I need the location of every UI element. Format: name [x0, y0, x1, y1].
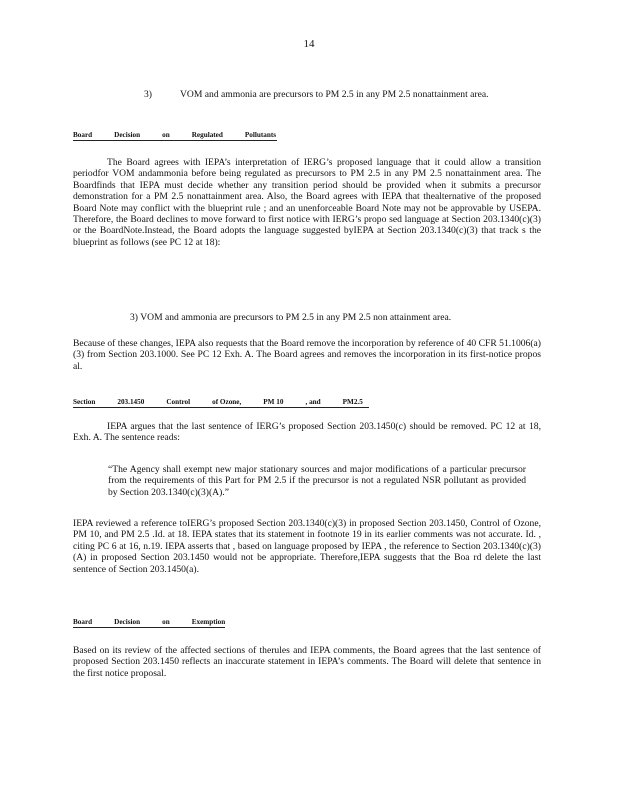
paragraph-board-agrees: The Board agrees with IEPA’s interpretation of IERG’s proposed language that it could allow a transition periodfor VOM andammonia before being regulated as precursors to PM 2.5 in any PM 2.5 nonattainment area. The Boardfinds that IEPA must decide whether any transition period should be provided when it submits a precursor demonstration for a PM 2.5 nonattainment area. Also, the Board agrees with IEPA that thealternative of the proposed Board Note may conflict with the blueprint rule ; and an unenforceable Board Note may not be approvable by USEPA. Therefore, the Board declines to move forward to first notice with IERG’s propo sed language at Section 203.1340(c)(3) or the BoardNote.Instead, the Board adopts the language suggested byIEPA at Section 203.1340(c)(3) that track s the blueprint as follows (see PC 12 at 18):	[73, 157, 541, 248]
section-heading-regulated-pollutants: Board Decision on Regulated Pollutants	[73, 131, 277, 139]
page-number: 14	[303, 38, 315, 50]
paragraph-board-decision-exemption: Based on its review of the affected sections of therules and IEPA comments, the Board agrees that the last sentence of proposed Section 203.1450 reflects an inaccurate statement in IEPA’s comments. The Board will delete that sentence in the first notice proposal.	[73, 645, 541, 679]
section-heading-exemption: Board Decision on Exemption	[73, 618, 226, 626]
list-number: 3)	[144, 89, 152, 100]
paragraph-incorporation: Because of these changes, IEPA also requests that the Board remove the incorporation by reference of 40 CFR 51.1006(a)(3) from Section 203.1000. See PC 12 Exh. A. The Board agrees and removes the incorporation in its first-notice propos al.	[73, 338, 541, 372]
list-item-text: VOM and ammonia are precursors to PM 2.5 in any PM 2.5 nonattainment area.	[180, 89, 489, 100]
list-item-text-2: 3) VOM and ammonia are precursors to PM 2.5 in any PM 2.5 non attainment area.	[130, 312, 452, 323]
paragraph-iepa-reviewed: IEPA reviewed a reference toIERG’s proposed Section 203.1340(c)(3) in proposed Section 203.1450, Control of Ozone, PM 10, and PM 2.5 .Id. at 18. IEPA states that its statement in footnote 19 in its earlier comments was not accurate. Id. , citing PC 6 at 16, n.19. IEPA asserts that , based on language proposed by IEPA , the reference to Section 203.1340(c)(3)(A) in proposed Section 203.1450 would not be appropriate. Therefore,IEPA suggests that the Boa rd delete the last sentence of Section 203.1450(a).	[73, 518, 541, 575]
section-heading-203-1450: Section 203.1450 Control of Ozone, PM 10 , and PM2.5	[73, 398, 369, 408]
block-quote: “The Agency shall exempt new major stationary sources and major modifications of a particular precursor from the requirements of this Part for PM 2.5 if the precursor is not a regulated NSR pollutant as provided by Section 203.1340(c)(3)(A).”	[108, 464, 526, 498]
paragraph-iepa-argues: IEPA argues that the last sentence of IERG’s proposed Section 203.1450(c) should be removed. PC 12 at 18, Exh. A. The sentence reads:	[73, 421, 541, 444]
